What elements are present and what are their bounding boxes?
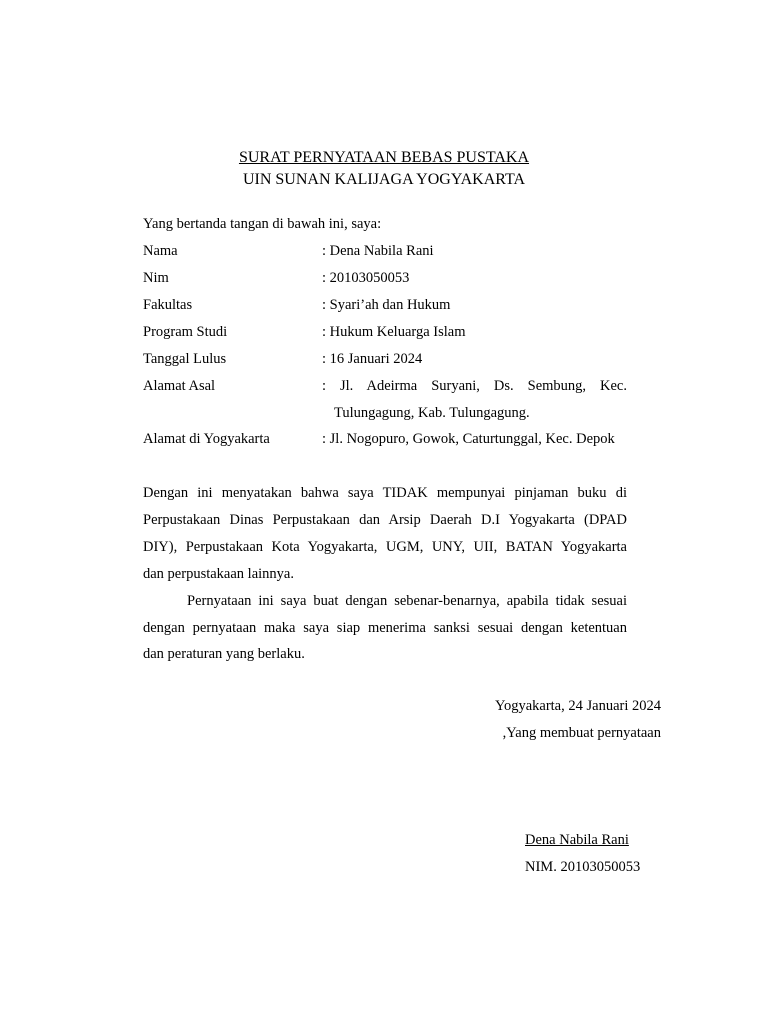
field-value-program-studi: : Hukum Keluarga Islam bbox=[322, 324, 466, 340]
field-label-nama: Nama bbox=[143, 243, 178, 259]
paragraph1-line: DIY), Perpustakaan Kota Yogyakarta, UGM, UNY, UII, BATAN Yogyakarta bbox=[143, 539, 627, 555]
signer-nim: NIM. 20103050053 bbox=[525, 859, 641, 875]
signer-name: Dena Nabila Rani bbox=[525, 832, 629, 848]
field-value-nama: : Dena Nabila Rani bbox=[322, 243, 434, 259]
field-label-program-studi: Program Studi bbox=[143, 324, 228, 340]
field-value-tanggal-lulus: : 16 Januari 2024 bbox=[322, 351, 423, 367]
field-label-alamat-yogyakarta: Alamat di Yogyakarta bbox=[143, 431, 270, 447]
field-label-fakultas: Fakultas bbox=[143, 297, 193, 313]
paragraph1-line: Dengan ini menyatakan bahwa saya TIDAK mempunyai pinjaman buku di bbox=[143, 485, 627, 501]
field-value-alamat-asal-line1: : Jl. Adeirma Suryani, Ds. Sembung, Kec. bbox=[322, 378, 627, 394]
document-title: SURAT PERNYATAAN BEBAS PUSTAKA bbox=[238, 149, 530, 166]
intro-text: Yang bertanda tangan di bawah ini, saya: bbox=[143, 216, 382, 232]
field-value-alamat-asal-line2: Tulungagung, Kab. Tulungagung. bbox=[334, 405, 530, 421]
place-date: Yogyakarta, 24 Januari 2024 bbox=[494, 698, 661, 714]
paragraph2-line: dan peraturan yang berlaku. bbox=[143, 646, 305, 662]
field-value-nim: : 20103050053 bbox=[322, 270, 410, 286]
paragraph1-line: dan perpustakaan lainnya. bbox=[143, 566, 294, 582]
field-label-nim: Nim bbox=[143, 270, 169, 286]
paragraph1-line: Perpustakaan Dinas Perpustakaan dan Arsip Daerah D.I Yogyakarta (DPAD bbox=[143, 512, 627, 528]
field-label-alamat-asal: Alamat Asal bbox=[143, 378, 216, 394]
signer-role: ,Yang membuat pernyataan bbox=[502, 725, 661, 741]
document-subtitle: UIN SUNAN KALIJAGA YOGYAKARTA bbox=[242, 171, 526, 188]
paragraph2-line: dengan pernyataan maka saya siap menerima sanksi sesuai dengan ketentuan bbox=[143, 620, 627, 636]
field-label-tanggal-lulus: Tanggal Lulus bbox=[143, 351, 227, 367]
paragraph2-line: Pernyataan ini saya buat dengan sebenar-benarnya, apabila tidak sesuai bbox=[187, 593, 627, 609]
field-value-alamat-yogyakarta: : Jl. Nogopuro, Gowok, Caturtunggal, Kec. Depok bbox=[322, 431, 615, 447]
field-value-fakultas: : Syari’ah dan Hukum bbox=[322, 297, 451, 313]
